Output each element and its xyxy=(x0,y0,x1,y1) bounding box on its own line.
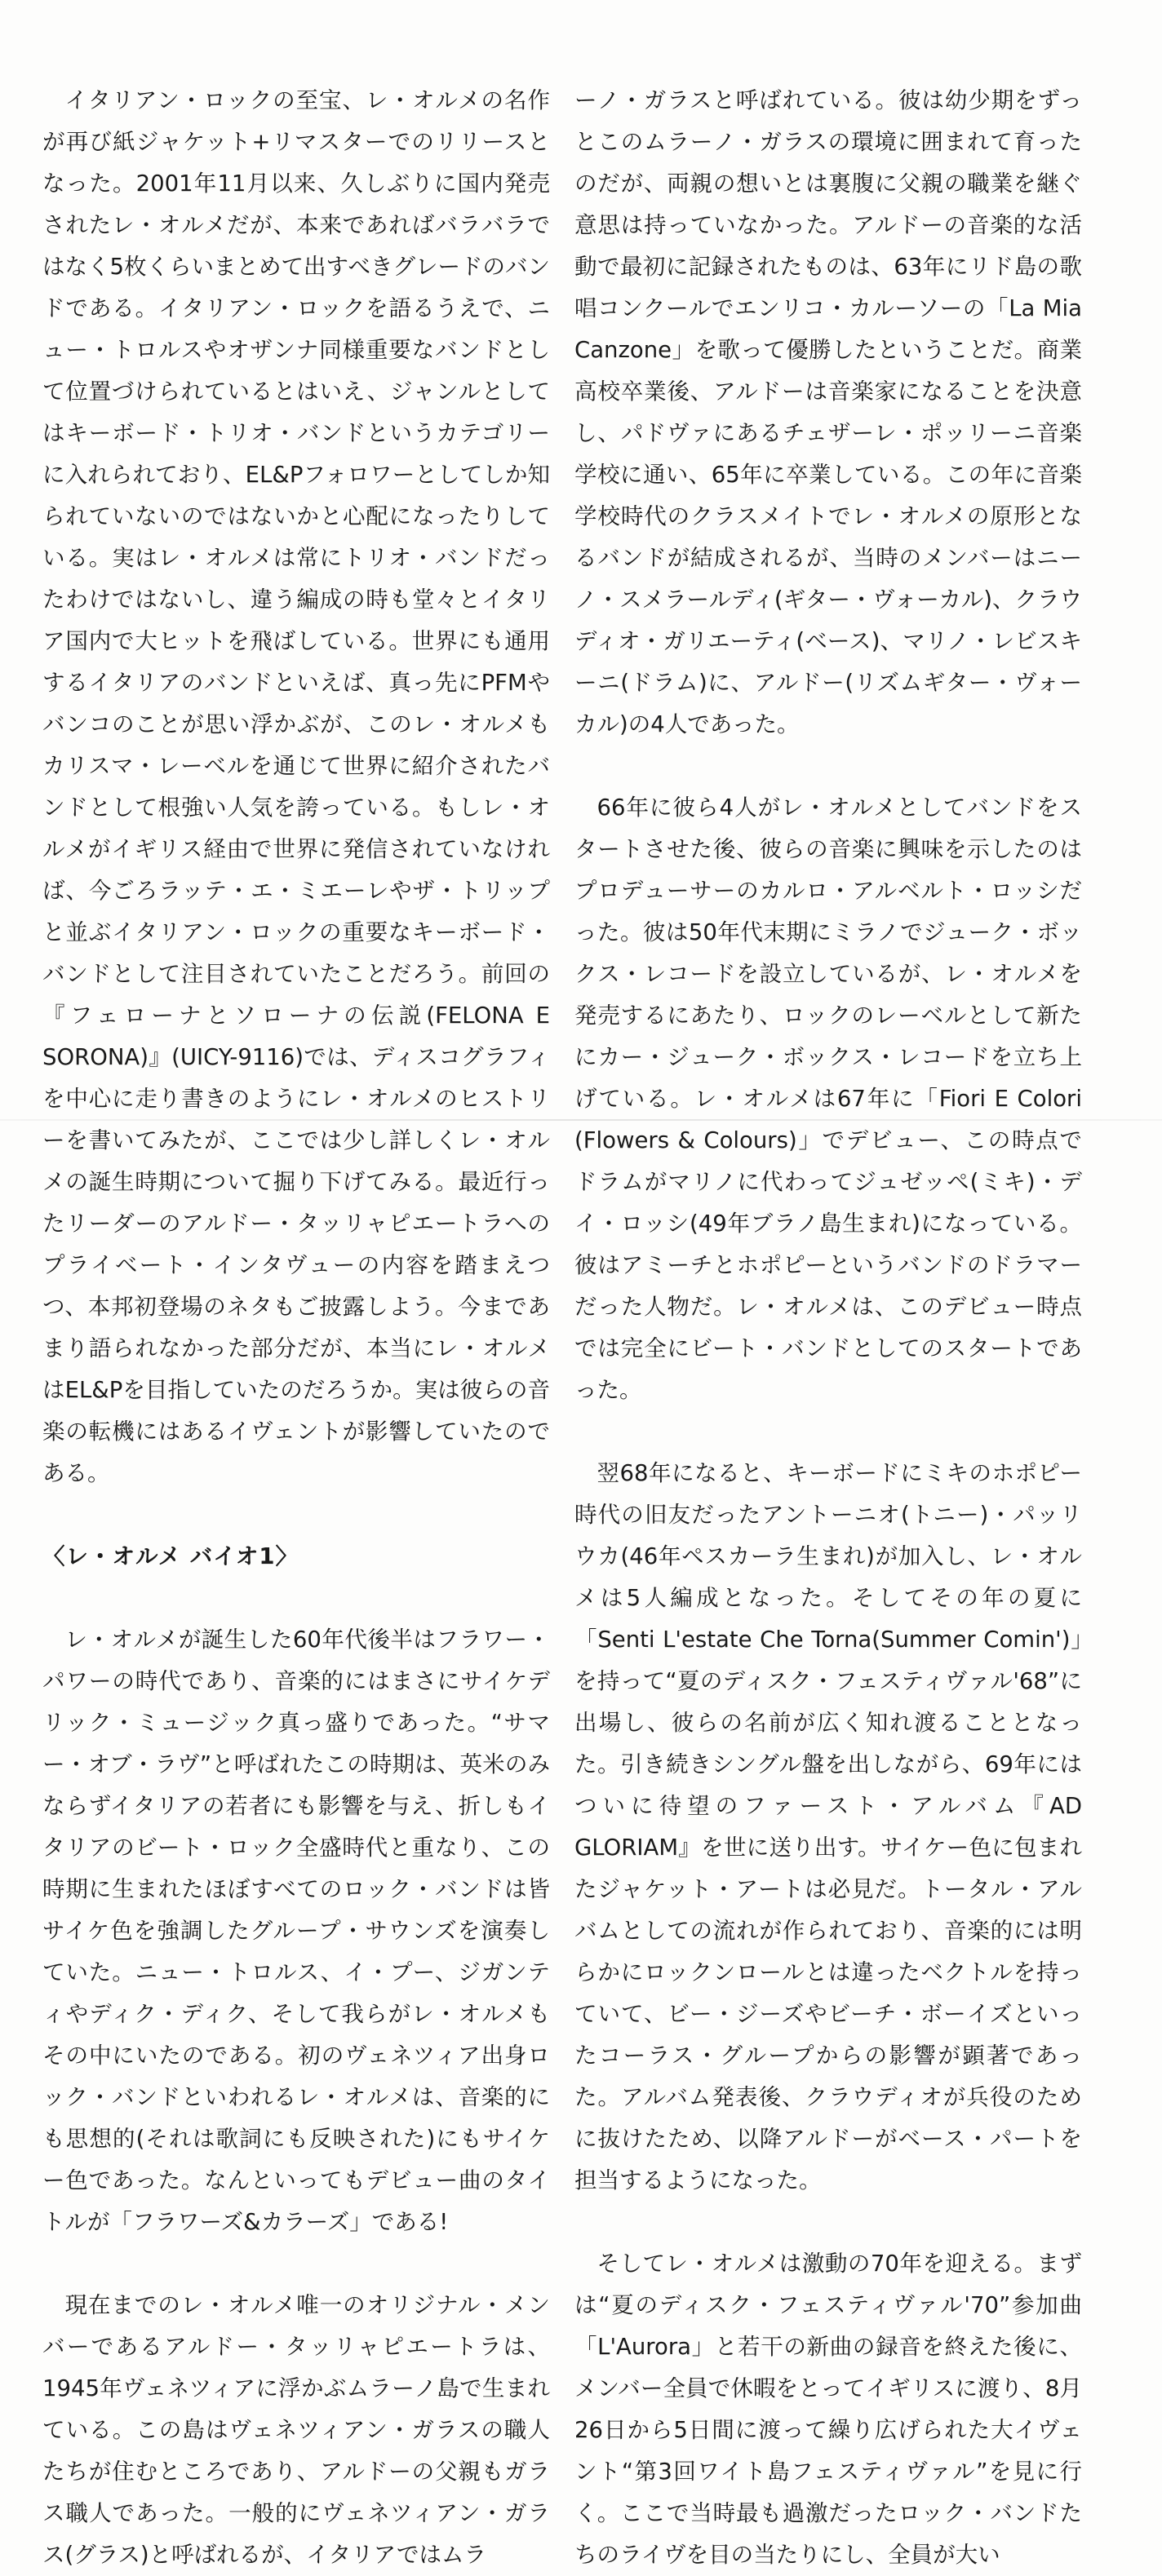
bio-paragraph-5: そしてレ・オルメは激動の70年を迎える。まずは“夏のディスク・フェスティヴァル'70”参加曲「L'Aurora」と若干の新曲の録音を終えた後に、メンバー全員で休暇をとってイギリスに渡り、8月26日から5日間に渡って繰り広げられた大イヴェント“第3回ワイト島フェスティヴァル”を見に行く。ここで当時最も過激だったロック・バンドたちのライヴを目の当たりにし、全員が大い xyxy=(574,2251,1082,2568)
intro-paragraph: イタリアン・ロックの至宝、レ・オルメの名作が再び紙ジャケット+リマスターでのリリースとなった。2001年11月以来、久しぶりに国内発売されたレ・オルメだが、本来であればバラバラではなく5枚くらいまとめて出すべきグレードのバンドである。イタリアン・ロックを語るうえで、ニュー・トロルスやオザンナ同様重要なバンドとして位置づけられているとはいえ、ジャンルとしてはキーボード・トリオ・バンドというカテゴリーに入れられており、EL&Pフォロワーとしてしか知られていないのではないかと心配になったりしている。実はレ・オルメは常にトリオ・バンドだったわけではないし、違う編成の時も堂々とイタリア国内で大ヒットを飛ばしている。世界にも通用するイタリアのバンドといえば、真っ先にPFMやバンコのことが思い浮かぶが、このレ・オルメもカリスマ・レーベルを通じて世界に紹介されたバンドとして根強い人気を誇っている。もしレ・オルメがイギリス経由で世界に発信されていなければ、今ごろラッテ・エ・ミエーレやザ・トリップと並ぶイタリアン・ロックの重要なキーボード・バンドとして注目されていたことだろう。前回の『フェローナとソローナの伝説(FELONA E SORONA)』(UICY-9116)では、ディスコグラフィを中心に走り書きのようにレ・オルメのヒストリーを書いてみたが、ここでは少し詳しくレ・オルメの誕生時期について掘り下げてみる。最近行ったリーダーのアルドー・タッリャピエートラへのプライベート・インタヴューの内容を踏まえつつ、本邦初登場のネタもご披露しよう。今まであまり語られなかった部分だが、本当にレ・オルメはEL&Pを目指していたのだろうか。実は彼らの音楽の転機にはあるイヴェントが影響していたのである。 xyxy=(42,87,550,1486)
bio-paragraph-2-continued: ーノ・ガラスと呼ばれている。彼は幼少期をずっとこのムラーノ・ガラスの環境に囲まれて育ったのだが、両親の想いとは裏腹に父親の職業を継ぐ意思は持っていなかった。アルドーの音楽的な活動で最初に記録されたものは、63年にリド島の歌唱コンクールでエンリコ・カルーソーの「La Mia Canzone」を歌って優勝したということだ。商業高校卒業後、アルドーは音楽家になることを決意し、パドヴァにあるチェザーレ・ポッリーニ音楽学校に通い、65年に卒業している。この年に音楽学校時代のクラスメイトでレ・オルメの原形となるバンドが結成されるが、当時のメンバーはニーノ・スメラールディ(ギター・ヴォーカル)、クラウディオ・ガリエーティ(ベース)、マリノ・レビスキーニ(ドラム)に、アルドー(リズムギター・ヴォーカル)の4人であった。 xyxy=(574,87,1082,737)
bio-paragraph-3: 66年に彼ら4人がレ・オルメとしてバンドをスタートさせた後、彼らの音楽に興味を示したのはプロデューサーのカルロ・アルベルト・ロッシだった。彼は50年代末期にミラノでジューク・ボックス・レコードを設立しているが、レ・オルメを発売するにあたり、ロックのレーベルとして新たにカー・ジューク・ボックス・レコードを立ち上げている。レ・オルメは67年に「Fiori E Colori (Flowers & Colours)」でデビュー、この時点でドラムがマリノに代わってジュゼッペ(ミキ)・デイ・ロッシ(49年ブラノ島生まれ)になっている。彼はアミーチとホポピーというバンドのドラマーだった人物だ。レ・オルメは、このデビュー時点では完全にビート・バンドとしてのスタートであった。 xyxy=(574,794,1082,1403)
bio-paragraph-4: 翌68年になると、キーボードにミキのホポピー時代の旧友だったアントーニオ(トニー)・パッリウカ(46年ペスカーラ生まれ)が加入し、レ・オルメは5人編成となった。そしてその年の夏に「Senti L'estate Che Torna(Summer Comin')」を持って“夏のディスク・フェスティヴァル'68”に出場し、彼らの名前が広く知れ渡ることとなった。引き続きシングル盤を出しながら、69年にはついに待望のファースト・アルバム『AD GLORIAM』を世に送り出す。サイケー色に包まれたジャケット・アートは必見だ。トータル・アルバムとしての流れが作られており、音楽的には明らかにロックンロールとは違ったベクトルを持っていて、ビー・ジーズやビーチ・ボーイズといったコーラス・グループからの影響が顕著であった。アルバム発表後、クラウディオが兵役のために抜けたため、以降アルドーがベース・パートを担当するようになった。 xyxy=(574,1460,1082,2193)
bio-paragraph-2: 現在までのレ・オルメ唯一のオリジナル・メンバーであるアルドー・タッリャピエートラは、1945年ヴェネツィアに浮かぶムラーノ島で生まれている。この島はヴェネツィアン・ガラスの職人たちが住むところであり、アルドーの父親もガラス職人であった。一般的にヴェネツィアン・ガラス(グラス)と呼ばれるが、イタリアではムラ xyxy=(42,2292,550,2568)
section-heading: 〈レ・オルメ バイオ1〉 xyxy=(42,1543,299,1569)
left-column xyxy=(42,80,550,2576)
bio-paragraph-1: レ・オルメが誕生した60年代後半はフラワー・パワーの時代であり、音楽的にはまさにサイケデリック・ミュージック真っ盛りであった。“サマー・オブ・ラヴ”と呼ばれたこの時期は、英米のみならずイタリアの若者にも影響を与え、折しもイタリアのビート・ロック全盛時代と重なり、この時期に生まれたほぼすべてのロック・バンドは皆サイケ色を強調したグループ・サウンズを演奏していた。ニュー・トロルス、イ・プー、ジガンティやディク・ディク、そして我らがレ・オルメもその中にいたのである。初のヴェネツィア出身ロック・バンドといわれるレ・オルメは、音楽的にも思想的(それは歌詞にも反映された)にもサイケー色であった。なんといってもデビュー曲のタイトルが「フラワーズ&カラーズ」である! xyxy=(42,1627,550,2235)
right-column xyxy=(574,80,1082,2576)
